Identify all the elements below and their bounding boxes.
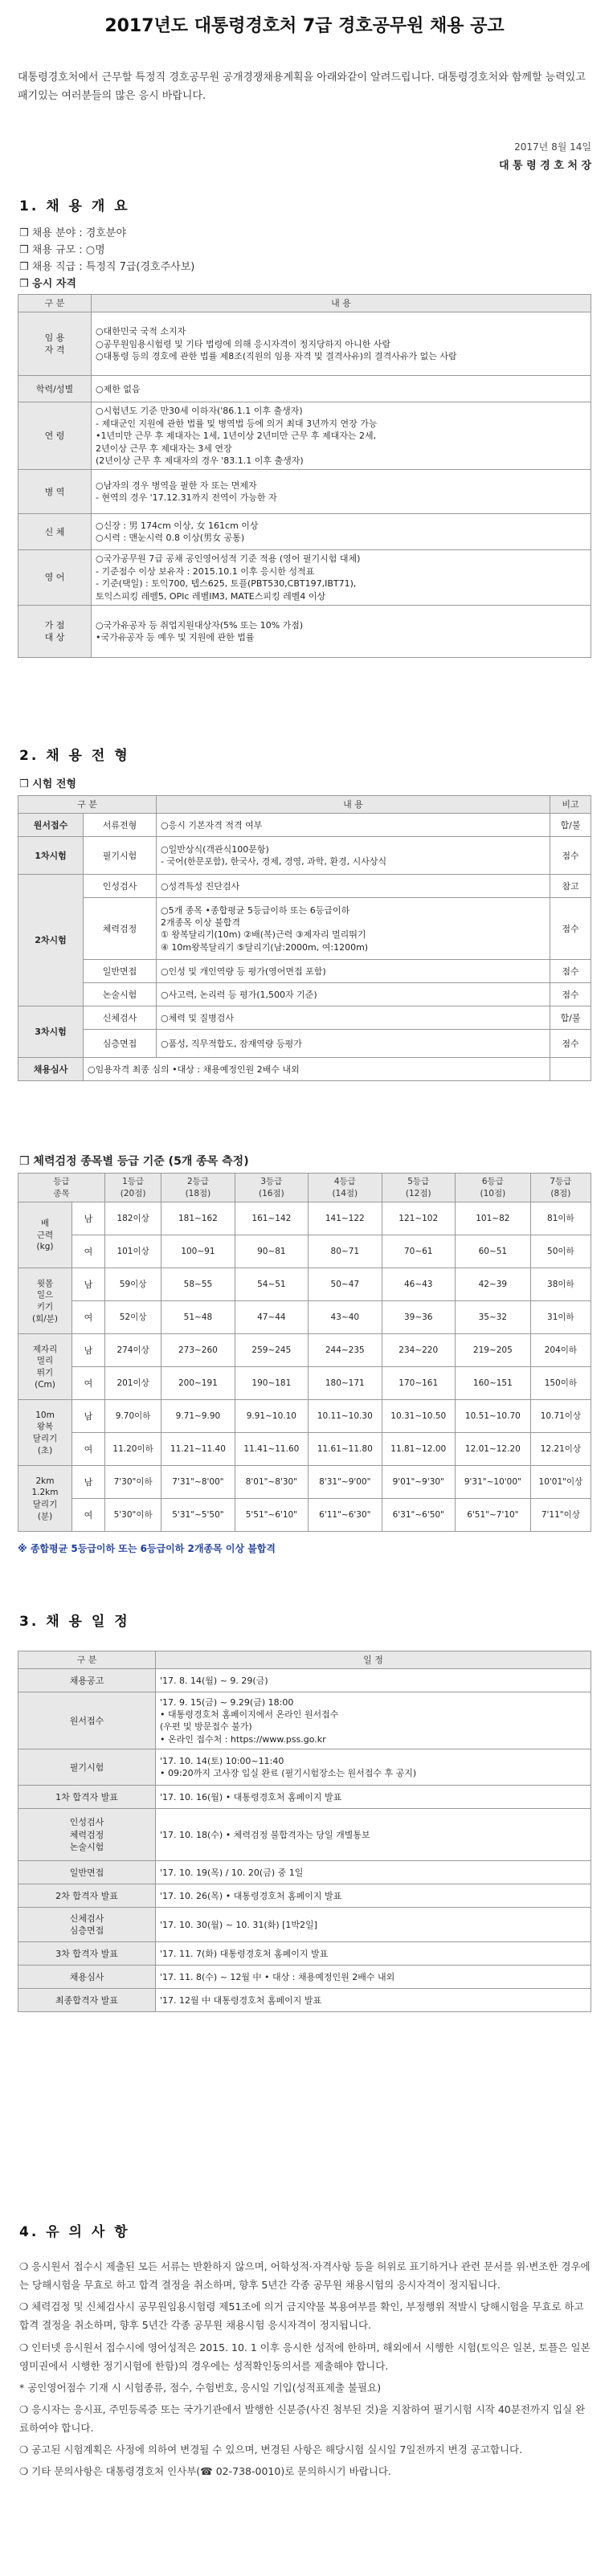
grade-value: 7'11"이상 xyxy=(530,1499,591,1532)
grade-header: 7등급 (8점) xyxy=(530,1174,591,1202)
schedule-value: '17. 10. 30(월) ~ 10. 31(화) [1박2일] xyxy=(156,1908,591,1942)
grade-value: 7'30"이하 xyxy=(105,1466,161,1499)
exam-note: 점수 xyxy=(550,837,591,875)
fitness-event: 제자리 멀리 뛰기 (Cm) xyxy=(18,1334,72,1400)
notice-item: ❍ 응시자는 응시표, 주민등록증 또는 국가기관에서 발행한 신분증(사진 첨부된 것)을 지참하여 필기시험 시작 40분전까지 입실 완료하여야 합니다. xyxy=(19,2402,586,2434)
stage-label: 2차시험 xyxy=(18,875,84,1006)
grade-value: 201이상 xyxy=(105,1367,161,1400)
section-2-title: 2. 채 용 전 형 xyxy=(19,748,130,764)
row-content: ○대한민국 국적 소지자 ○공무원임용시험령 및 기타 법령에 의해 응시자격이 정지당하지 아니한 사람 ○대통령 등의 경호에 관한 법률 제8조(직원의 임용 자격 및 결격사유)의 결격사유가 없는 사람 xyxy=(92,312,591,376)
scale-item: ❒ 채용 규모 : ○명 xyxy=(19,244,105,256)
grade-value: 259~245 xyxy=(235,1334,308,1367)
grade-value: 42~39 xyxy=(455,1268,530,1301)
grade-value: 11.20이하 xyxy=(105,1433,161,1466)
schedule-label: 최종합격자 발표 xyxy=(18,1989,156,2012)
notice-list xyxy=(19,2257,591,2484)
row-label: 연 령 xyxy=(18,402,92,470)
grade-value: 11.21~11.40 xyxy=(161,1433,235,1466)
notice-item: ❍ 체력검정 및 신체검사시 공무원임용시험령 제51조에 의거 금지약물 복용여부를 확인, 부정행위 적발시 당해시험을 무효로 하고 합격 결정을 취소하며, 향후 5년간 각종 공무원 채용시험 응시자격이 정지됩니다. xyxy=(19,2300,584,2332)
grade-value: 11.81~12.00 xyxy=(382,1433,455,1466)
exam-desc: ○사고력, 논리력 등 평가(1,500자 기준) xyxy=(157,983,550,1006)
schedule-row xyxy=(18,1966,591,1989)
schedule-label: 인성검사 체력검정 논술시험 xyxy=(18,1809,156,1861)
exam-row xyxy=(18,875,591,898)
grade-value: 43~40 xyxy=(309,1301,382,1334)
grade-value: 244~235 xyxy=(309,1334,382,1367)
notice-item: ❍ 응시원서 접수시 제출된 모든 서류는 반환하지 않으며, 어학성적·자격사항 등을 허위로 표기하거나 관련 문서를 위·변조한 경우에는 당해시험을 무효로 하고 합격 결정을 취소하며, 향후 5년간 각종 공무원 채용시험의 응시자격이 정지됩니다. xyxy=(19,2260,591,2292)
exam-desc: ○일반상식(객관식100문항) - 국어(한문포함), 한국사, 경제, 경영, 과학, 환경, 시사상식 xyxy=(157,837,550,875)
schedule-label: 채용공고 xyxy=(18,1669,156,1692)
exam-desc: ○성격특성 진단검사 xyxy=(157,875,550,898)
grade-value: 9'01"~9'30" xyxy=(382,1466,455,1499)
col-header: 내 용 xyxy=(157,796,550,814)
grade-value: 51~48 xyxy=(161,1301,235,1334)
exam-desc: ○응시 기본자격 적격 여부 xyxy=(157,814,550,837)
grade-value: 12.21이상 xyxy=(530,1433,591,1466)
row-content: ○남자의 경우 병역을 필한 자 또는 면제자 - 현역의 경우 '17.12.31까지 전역이 가능한 자 xyxy=(92,470,591,514)
row-content: ○시험년도 기준 만30세 이하자('86.1.1 이후 출생자) - 제대군인 지원에 관한 법률 및 병역법 등에 의거 최대 3년까지 연장 가능 •1년미만 근무 후 제대자는 1세, 1년이상 2년미만 근무 후 제대자는 2세, 2년이상 근무 후 제대자는 3세 연장 (2년이상 근무 후 제대자의 경우 '83.1.1 이후 출생자) xyxy=(92,402,591,470)
grade-value: 9.91~10.10 xyxy=(235,1400,308,1433)
grade-value: 219~205 xyxy=(455,1334,530,1367)
fitness-row xyxy=(18,1466,591,1499)
notice-item: ❍ 기타 문의사항은 대통령경호처 인사부(☎ 02-738-0010)로 문의하시기 바랍니다. xyxy=(19,2465,391,2478)
stage-label: 1차시험 xyxy=(18,837,84,875)
schedule-row xyxy=(18,1786,591,1809)
grade-header: 등급 종목 xyxy=(18,1174,105,1202)
fitness-row xyxy=(18,1235,591,1268)
grade-value: 10.31~10.50 xyxy=(382,1400,455,1433)
schedule-row xyxy=(18,1908,591,1942)
exam-desc: ○품성, 직무적합도, 잠재역량 등평가 xyxy=(157,1030,550,1058)
stage-label: 3차시험 xyxy=(18,1006,84,1058)
exam-row xyxy=(18,983,591,1006)
grade-value: 100~91 xyxy=(161,1235,235,1268)
qualification-row xyxy=(18,402,591,470)
exam-row xyxy=(18,898,591,960)
grade-value: 10'01"이상 xyxy=(530,1466,591,1499)
fitness-note: ※ 종합평균 5등급이하 또는 6등급이하 2개종목 이상 불합격 xyxy=(18,1543,276,1554)
sex-label: 남 xyxy=(72,1334,105,1367)
qualification-row xyxy=(18,550,591,606)
grade-value: 9'31"~10'00" xyxy=(455,1466,530,1499)
fitness-table xyxy=(18,1173,591,1532)
fitness-row xyxy=(18,1334,591,1367)
fitness-title: ❒ 체력검정 종목별 등급 기준 (5개 종목 측정) xyxy=(19,1155,249,1168)
notice-item: ❍ 인터넷 응시원서 접수시에 영어성적은 2015. 10. 1 이후 응시한 성적에 한하며, 해외에서 시행한 시험(토익은 일본, 토플은 일본 영미권에서 시행한 정기시험에 한함)의 경우에는 성적확인동의서를 제출해야 합니다. xyxy=(19,2341,591,2372)
grade-value: 141~122 xyxy=(309,1202,382,1235)
grade-value: 5'31"~5'50" xyxy=(161,1499,235,1532)
col-header: 구 분 xyxy=(18,1651,156,1669)
issuer: 대 통 령 경 호 처 장 xyxy=(498,160,591,172)
exam-subtitle: ❒ 시험 전형 xyxy=(19,778,76,790)
grade-value: 121~102 xyxy=(382,1202,455,1235)
stage-label: 원서접수 xyxy=(18,814,84,837)
grade-value: 101이상 xyxy=(105,1235,161,1268)
qualification-row xyxy=(18,470,591,514)
grade-value: 5'30"이하 xyxy=(105,1499,161,1532)
exam-row xyxy=(18,960,591,983)
grade-header: 6등급 (10점) xyxy=(455,1174,530,1202)
grade-value: 46~43 xyxy=(382,1268,455,1301)
exam-item: 체력검정 xyxy=(84,898,157,960)
grade-value: 170~161 xyxy=(382,1367,455,1400)
exam-row xyxy=(18,814,591,837)
exam-note: 합/불 xyxy=(550,814,591,837)
exam-item: 서류전형 xyxy=(84,814,157,837)
schedule-value: '17. 10. 18(수) • 체력검정 불합격자는 당일 개별통보 xyxy=(156,1809,591,1861)
row-label: 임 용 자 격 xyxy=(18,312,92,376)
schedule-label: 원서접수 xyxy=(18,1692,156,1749)
grade-header: 3등급 (16점) xyxy=(235,1174,308,1202)
grade-value: 161~142 xyxy=(235,1202,308,1235)
grade-value: 52이상 xyxy=(105,1301,161,1334)
grade-value: 190~181 xyxy=(235,1367,308,1400)
notice-item: * 공인영어점수 기재 시 시험종류, 점수, 수험번호, 응시일 기입(성적표제출 불필요) xyxy=(19,2381,382,2394)
notice-item: ❍ 공고된 시험계획은 사정에 의하여 변경될 수 있으며, 변경된 사항은 해당시험 실시일 7일전까지 변경 공고합니다. xyxy=(19,2443,523,2456)
grade-value: 12.01~12.20 xyxy=(455,1433,530,1466)
grade-value: 7'31"~8'00" xyxy=(161,1466,235,1499)
sex-label: 여 xyxy=(72,1367,105,1400)
qualification-row xyxy=(18,605,591,657)
schedule-value: '17. 10. 19(목) / 10. 20(금) 중 1일 xyxy=(156,1861,591,1884)
fitness-row xyxy=(18,1367,591,1400)
row-label: 가 점 대 상 xyxy=(18,605,92,657)
rank-item: ❒ 채용 직급 : 특정직 7급(경호주사보) xyxy=(19,261,195,273)
schedule-row xyxy=(18,1809,591,1861)
fitness-row xyxy=(18,1400,591,1433)
exam-note: 점수 xyxy=(550,983,591,1006)
exam-item: 심층면접 xyxy=(84,1030,157,1058)
row-label: 학력/성별 xyxy=(18,376,92,402)
grade-header: 5등급 (12점) xyxy=(382,1174,455,1202)
grade-value: 204이하 xyxy=(530,1334,591,1367)
grade-value: 160~151 xyxy=(455,1367,530,1400)
grade-value: 39~36 xyxy=(382,1301,455,1334)
grade-value: 101~82 xyxy=(455,1202,530,1235)
grade-value: 90~81 xyxy=(235,1235,308,1268)
schedule-value: '17. 12월 中 대통령경호처 홈페이지 발표 xyxy=(156,1989,591,2012)
exam-row xyxy=(18,1030,591,1058)
grade-value: 50이하 xyxy=(530,1235,591,1268)
exam-desc: ○인성 및 개인역량 등 평가(영어면접 포함) xyxy=(157,960,550,983)
grade-value: 5'51"~6'10" xyxy=(235,1499,308,1532)
sex-label: 여 xyxy=(72,1235,105,1268)
schedule-row xyxy=(18,1861,591,1884)
schedule-row xyxy=(18,1989,591,2012)
exam-item: 필기시험 xyxy=(84,837,157,875)
schedule-value: '17. 10. 16(월) • 대통령경호처 홈페이지 발표 xyxy=(156,1786,591,1809)
fitness-row xyxy=(18,1301,591,1334)
grade-value: 11.61~11.80 xyxy=(309,1433,382,1466)
grade-value: 59이상 xyxy=(105,1268,161,1301)
qualification-row xyxy=(18,312,591,376)
row-content: ○제한 없음 xyxy=(92,376,591,402)
grade-value: 6'11"~6'30" xyxy=(309,1499,382,1532)
grade-value: 50~47 xyxy=(309,1268,382,1301)
row-content: ○신장 : 男 174cm 이상, 女 161cm 이상 ○시력 : 맨눈시력 0.8 이상(男女 공통) xyxy=(92,514,591,550)
field-item: ❒ 채용 분야 : 경호분야 xyxy=(19,227,127,239)
grade-value: 81이하 xyxy=(530,1202,591,1235)
grade-value: 273~260 xyxy=(161,1334,235,1367)
fitness-event: 배 근력 (kg) xyxy=(18,1202,72,1268)
notice-date: 2017년 8월 14일 xyxy=(514,141,591,153)
exam-table xyxy=(18,795,591,1081)
grade-value: 180~171 xyxy=(309,1367,382,1400)
grade-value: 234~220 xyxy=(382,1334,455,1367)
schedule-value: '17. 11. 8(수) ~ 12월 中 • 대상 : 채용예정인원 2배수 내외 xyxy=(156,1966,591,1989)
grade-value: 182이상 xyxy=(105,1202,161,1235)
grade-value: 274이상 xyxy=(105,1334,161,1367)
grade-value: 10.71이상 xyxy=(530,1400,591,1433)
fitness-row xyxy=(18,1433,591,1466)
intro-text: 대통령경호처에서 근무할 특정직 경호공무원 공개경쟁채용계획을 아래와같이 알려드립니다. 대통령경호처와 함께할 능력있고 패기있는 여러분들의 많은 응시 바랍니다. xyxy=(18,71,586,102)
grade-value: 150이하 xyxy=(530,1367,591,1400)
qualification-row xyxy=(18,514,591,550)
col-header: 구 분 xyxy=(18,295,92,312)
schedule-row xyxy=(18,1692,591,1749)
qualification-row xyxy=(18,376,591,402)
grade-value: 10.11~10.30 xyxy=(309,1400,382,1433)
fitness-event: 2km 1.2km 달리기 (분) xyxy=(18,1466,72,1532)
row-label: 신 체 xyxy=(18,514,92,550)
schedule-row xyxy=(18,1942,591,1966)
section-4-title: 4. 유 의 사 항 xyxy=(19,2224,130,2240)
row-label: 영 어 xyxy=(18,550,92,606)
grade-value: 6'31"~6'50" xyxy=(382,1499,455,1532)
page-title: 2017년도 대통령경호처 7급 경호공무원 채용 공고 xyxy=(104,16,505,36)
stage-desc: ○임용자격 최종 심의 •대상 : 채용예정인원 2배수 내외 xyxy=(84,1058,550,1081)
grade-value: 70~61 xyxy=(382,1235,455,1268)
exam-item: 인성검사 xyxy=(84,875,157,898)
grade-value: 38이하 xyxy=(530,1268,591,1301)
col-header: 일 정 xyxy=(156,1651,591,1669)
grade-header: 1등급 (20점) xyxy=(105,1174,161,1202)
grade-value: 35~32 xyxy=(455,1301,530,1334)
fitness-row xyxy=(18,1202,591,1235)
exam-note: 점수 xyxy=(550,898,591,960)
grade-value: 9.70이하 xyxy=(105,1400,161,1433)
sex-label: 남 xyxy=(72,1202,105,1235)
sex-label: 여 xyxy=(72,1499,105,1532)
schedule-label: 1차 합격자 발표 xyxy=(18,1786,156,1809)
grade-value: 8'31"~9'00" xyxy=(309,1466,382,1499)
row-content: ○국가유공자 등 취업지원대상자(5% 또는 10% 가점) •국가유공자 등 예우 및 지원에 관한 법률 xyxy=(92,605,591,657)
schedule-label: 일반면접 xyxy=(18,1861,156,1884)
grade-value: 47~44 xyxy=(235,1301,308,1334)
grade-header: 2등급 (18점) xyxy=(161,1174,235,1202)
schedule-row xyxy=(18,1884,591,1908)
schedule-table xyxy=(18,1651,591,2012)
fitness-event: 10m 왕복 달리기 (초) xyxy=(18,1400,72,1466)
grade-header: 4등급 (14점) xyxy=(309,1174,382,1202)
exam-note: 참고 xyxy=(550,875,591,898)
sex-label: 여 xyxy=(72,1433,105,1466)
exam-row xyxy=(18,837,591,875)
grade-value: 6'51"~7'10" xyxy=(455,1499,530,1532)
fitness-event: 윗몸 일으 키기 (회/분) xyxy=(18,1268,72,1334)
schedule-row xyxy=(18,1669,591,1692)
row-content: ○국가공무원 7급 공채 공인영어성적 기준 적용 (영어 필기시험 대체) - 기준점수 이상 보유자 : 2015.10.1 이후 응시한 성적표 - 기준(택일) : 토익700, 텝스625, 토플(PBT530,CBT197,IBT71), 토익스피킹 레벨5, OPIc 레벨IM3, MATE스피킹 레벨4 이상 xyxy=(92,550,591,606)
exam-desc: ○5개 종목 •종합평균 5등급이하 또는 6등급이하 2개종목 이상 불합격 ① 왕복달리기(10m) ②배(복)근력 ③제자리 멀리뛰기 ④ 10m왕복달리기 ⑤달리기(남:2000m, 여:1200m) xyxy=(157,898,550,960)
grade-value: 181~162 xyxy=(161,1202,235,1235)
qualification-subtitle: ❒ 응시 자격 xyxy=(19,278,76,290)
schedule-value: '17. 11. 7(화) 대통령경호처 홈페이지 발표 xyxy=(156,1942,591,1966)
schedule-value: '17. 10. 26(목) • 대통령경호처 홈페이지 발표 xyxy=(156,1884,591,1908)
schedule-label: 채용심사 xyxy=(18,1966,156,1989)
exam-note: 점수 xyxy=(550,960,591,983)
schedule-label: 필기시험 xyxy=(18,1749,156,1786)
section-1-title: 1. 채 용 개 요 xyxy=(19,198,130,214)
grade-value: 58~55 xyxy=(161,1268,235,1301)
stage-note xyxy=(550,1058,591,1081)
exam-item: 논술시험 xyxy=(84,983,157,1006)
sex-label: 남 xyxy=(72,1268,105,1301)
exam-note: 합/불 xyxy=(550,1006,591,1030)
stage-label: 채용심사 xyxy=(18,1058,84,1081)
schedule-label: 신체검사 심층면접 xyxy=(18,1908,156,1942)
exam-note: 점수 xyxy=(550,1030,591,1058)
col-header: 구 분 xyxy=(18,796,157,814)
grade-value: 31이하 xyxy=(530,1301,591,1334)
sex-label: 여 xyxy=(72,1301,105,1334)
exam-row xyxy=(18,1058,591,1081)
schedule-value: '17. 9. 15(금) ~ 9.29(금) 18:00 • 대통령경호처 홈페이지에서 온라인 원서접수 (우편 및 방문접수 불가) • 온라인 접수처 : https://www.pss.go.kr xyxy=(156,1692,591,1749)
fitness-row xyxy=(18,1499,591,1532)
schedule-label: 3차 합격자 발표 xyxy=(18,1942,156,1966)
sex-label: 남 xyxy=(72,1466,105,1499)
grade-value: 60~51 xyxy=(455,1235,530,1268)
sex-label: 남 xyxy=(72,1400,105,1433)
col-header: 내 용 xyxy=(92,295,591,312)
grade-value: 200~191 xyxy=(161,1367,235,1400)
exam-desc: ○체력 및 질병검사 xyxy=(157,1006,550,1030)
grade-value: 80~71 xyxy=(309,1235,382,1268)
schedule-label: 2차 합격자 발표 xyxy=(18,1884,156,1908)
grade-value: 11.41~11.60 xyxy=(235,1433,308,1466)
col-header: 비고 xyxy=(550,796,591,814)
qualification-table xyxy=(18,294,591,658)
grade-value: 10.51~10.70 xyxy=(455,1400,530,1433)
row-label: 병 역 xyxy=(18,470,92,514)
schedule-value: '17. 8. 14(월) ~ 9. 29(금) xyxy=(156,1669,591,1692)
schedule-value: '17. 10. 14(토) 10:00~11:40 • 09:20까지 고사장 입실 완료 (필기시험장소는 원서접수 후 공지) xyxy=(156,1749,591,1786)
exam-item: 신체검사 xyxy=(84,1006,157,1030)
fitness-row xyxy=(18,1268,591,1301)
grade-value: 9.71~9.90 xyxy=(161,1400,235,1433)
exam-item: 일반면접 xyxy=(84,960,157,983)
grade-value: 8'01"~8'30" xyxy=(235,1466,308,1499)
grade-value: 54~51 xyxy=(235,1268,308,1301)
section-3-title: 3. 채 용 일 정 xyxy=(19,1614,130,1630)
schedule-row xyxy=(18,1749,591,1786)
exam-row xyxy=(18,1006,591,1030)
